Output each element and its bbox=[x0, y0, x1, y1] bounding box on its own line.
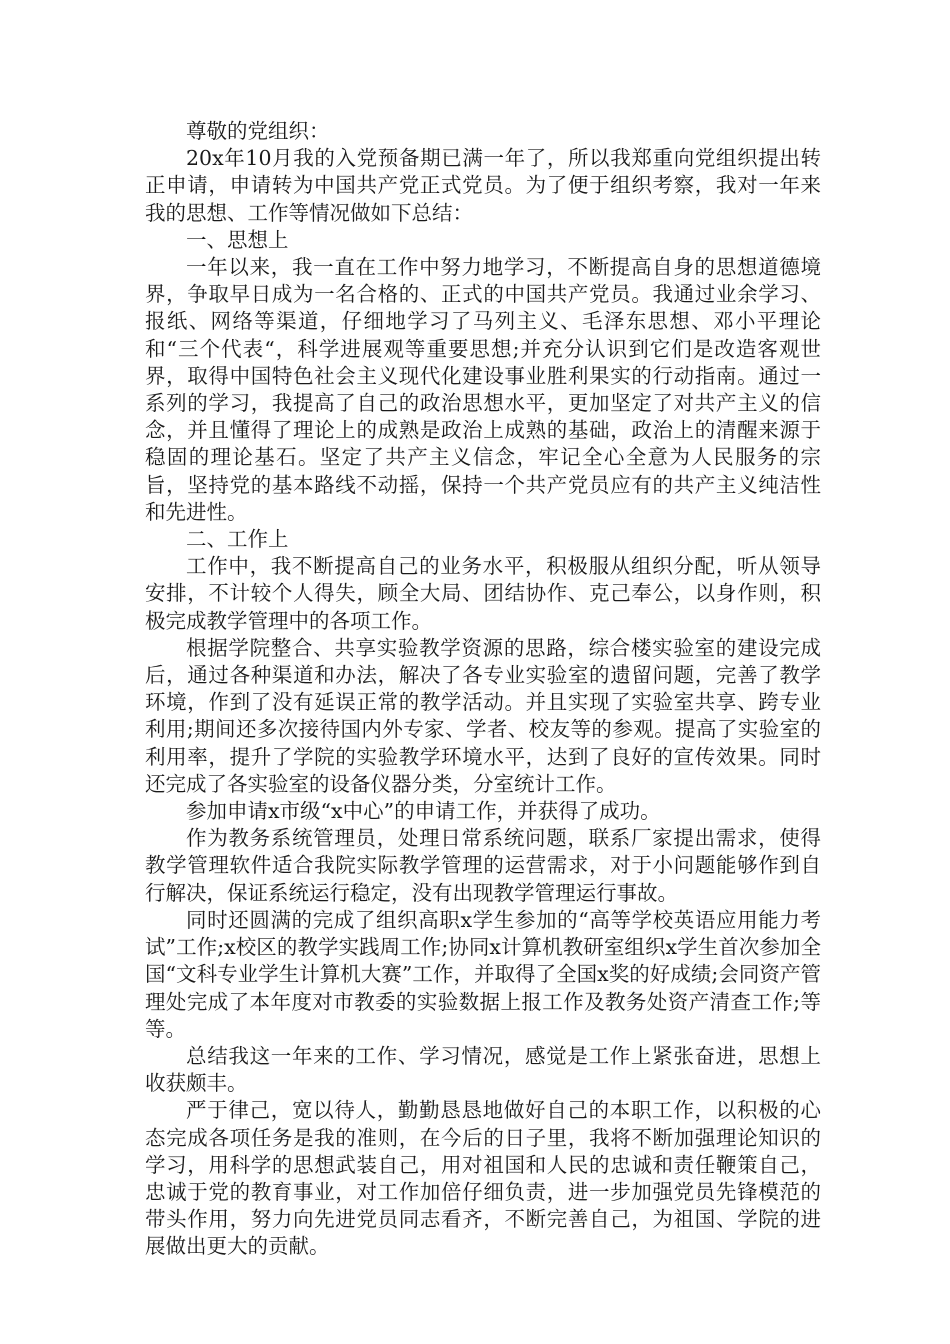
paragraph-work-5: 同时还圆满的完成了组织高职x学生参加的“高等学校英语应用能力考试”工作;x校区的教学实践周工作;协同x计算机教研室组织x学生首次参加全国“文科专业学生计算机大赛”工作，并取得了全国x奖的好成绩;会同资产管理处完成了本年度对市教委的实验数据上报工作及教务处资产清查工作;等等。 bbox=[145, 907, 821, 1041]
paragraph-summary: 总结我这一年来的工作、学习情况，感觉是工作上紧张奋进，思想上收获颇丰。 bbox=[145, 1043, 821, 1096]
paragraph-work-2: 根据学院整合、共享实验教学资源的思路，综合楼实验室的建设完成后，通过各种渠道和办法，解决了各专业实验室的遗留问题，完善了教学环境，作到了没有延误正常的教学活动。并且实现了实验室共享、跨专业利用;期间还多次接待国内外专家、学者、校友等的参观。提高了实验室的利用率，提升了学院的实验教学环境水平，达到了良好的宣传效果。同时还完成了各实验室的设备仪器分类，分室统计工作。 bbox=[145, 635, 821, 796]
section-heading-thought: 一、思想上 bbox=[186, 227, 289, 252]
salutation: 尊敬的党组织： bbox=[186, 119, 330, 143]
paragraph-work-1: 工作中，我不断提高自己的业务水平，积极服从组织分配，听从领导安排，不计较个人得失，顾全大局、团结协作、克己奉公，以身作则，积极完成教学管理中的各项工作。 bbox=[145, 554, 821, 633]
paragraph-intro: 20x年10月我的入党预备期已满一年了，所以我郑重向党组织提出转正申请，申请转为中国共产党正式党员。为了便于组织考察，我对一年来我的思想、工作等情况做如下总结： bbox=[145, 146, 821, 225]
paragraph-thought: 一年以来，我一直在工作中努力地学习，不断提高自身的思想道德境界，争取早日成为一名合格的、正式的中国共产党员。我通过业余学习、报纸、网络等渠道，仔细地学习了马列主义、毛泽东思想、邓小平理论和“三个代表“，科学进展观等重要思想;并充分认识到它们是改造客观世界，取得中国特色社会主义现代化建设事业胜利果实的行动指南。通过一系列的学习，我提高了自己的政治思想水平，更加坚定了对共产主义的信念，并且懂得了理论上的成熟是政治上成熟的基础，政治上的清醒来源于稳固的理论基石。坚定了共产主义信念，牢记全心全意为人民服务的宗旨，坚持党的基本路线不动摇，保持一个共产党员应有的共产主义纯洁性和先进性。 bbox=[145, 255, 821, 524]
paragraph-work-3: 参加申请x市级“x中心”的申请工作，并获得了成功。 bbox=[186, 799, 661, 824]
section-heading-work: 二、工作上 bbox=[186, 527, 289, 552]
letter-body bbox=[145, 118, 821, 1261]
paragraph-work-4: 作为教务系统管理员，处理日常系统问题，联系厂家提出需求，使得教学管理软件适合我院实际教学管理的运营需求，对于小问题能够作到自行解决，保证系统运行稳定，没有出现教学管理运行事故。 bbox=[145, 826, 821, 905]
paragraph-closing: 严于律己，宽以待人，勤勤恳恳地做好自己的本职工作，以积极的心态完成各项任务是我的准则，在今后的日子里，我将不断加强理论知识的学习，用科学的思想武装自己，用对祖国和人民的忠诚和责任鞭策自己，忠诚于党的教育事业，对工作加倍仔细负责，进一步加强党员先锋模范的带头作用，努力向先进党员同志看齐，不断完善自己，为祖国、学院的进展做出更大的贡献。 bbox=[145, 1098, 821, 1259]
